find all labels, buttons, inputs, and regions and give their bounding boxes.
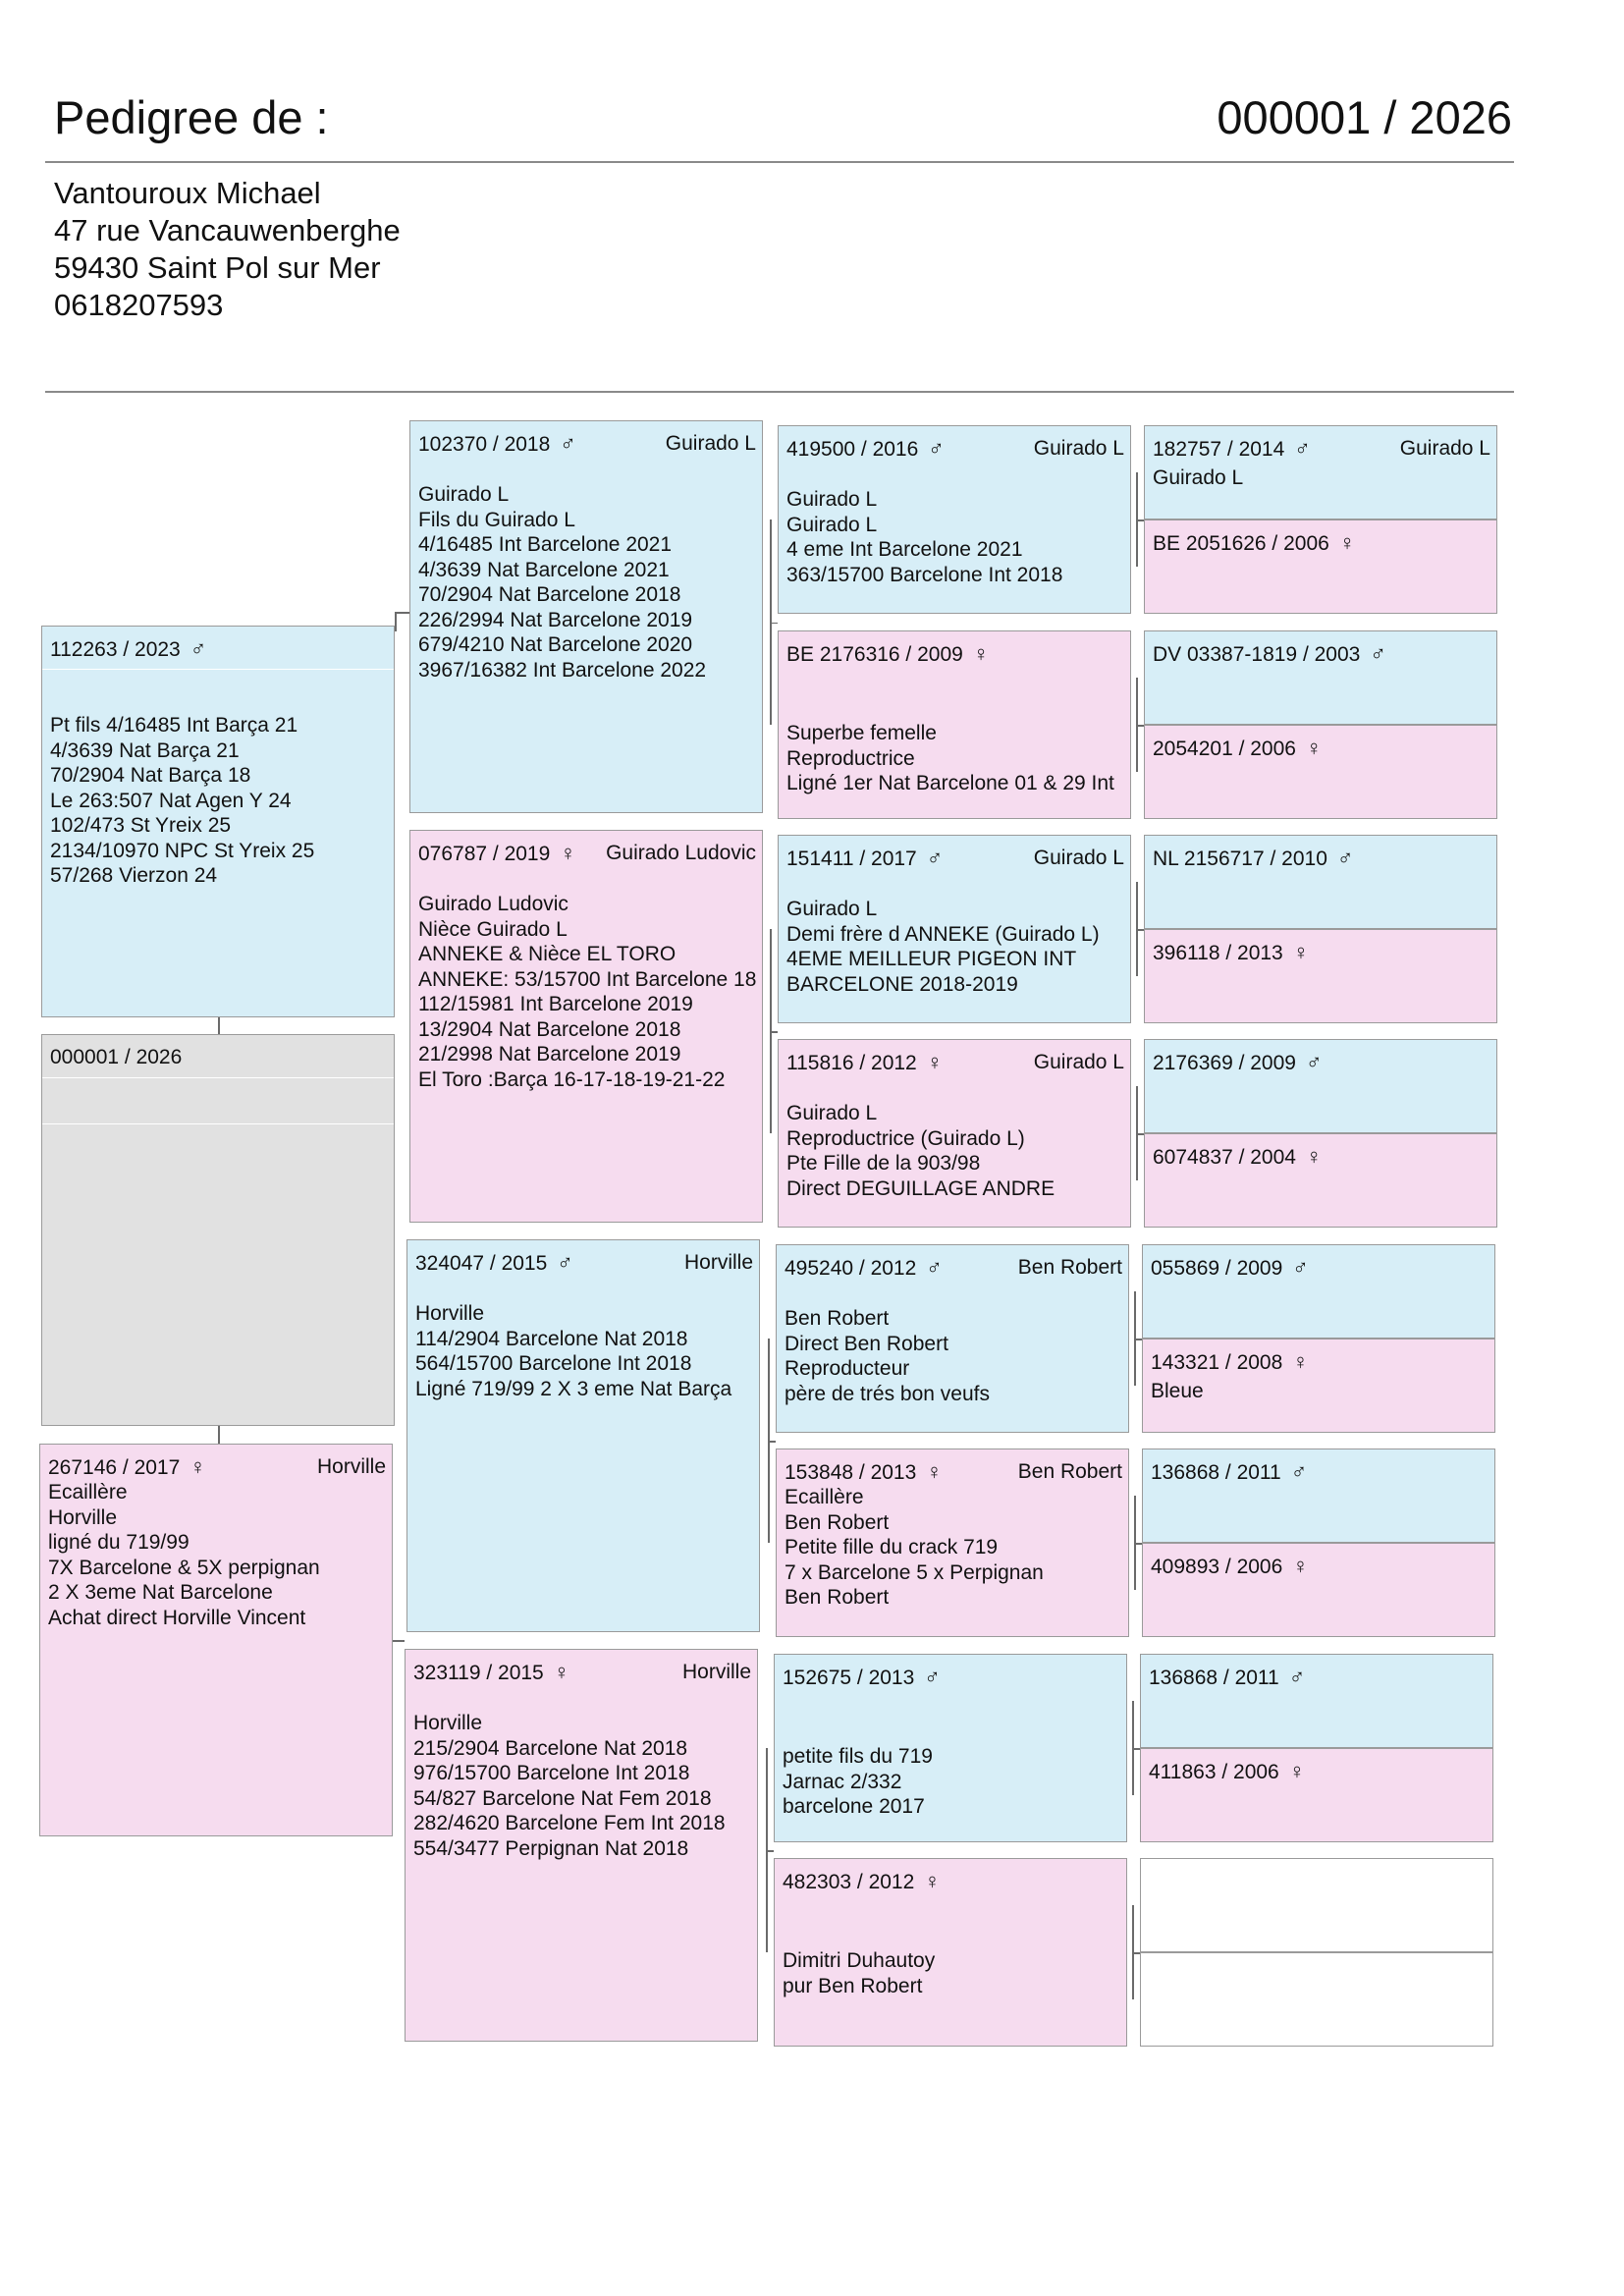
note-line: BARCELONE 2018-2019 [786, 972, 1018, 996]
connector-line [1136, 725, 1144, 727]
gen3-card-7-notes [783, 1744, 1122, 1820]
card-header [1151, 1457, 1489, 1487]
card-header [1149, 1961, 1487, 1991]
note-line: 4/3639 Nat Barcelone 2021 [418, 558, 670, 581]
sire-card[interactable] [41, 626, 395, 1017]
gen3-card-2-notes [786, 721, 1126, 796]
card-header [785, 1253, 1122, 1283]
card-header [1153, 528, 1490, 558]
female-symbol-icon: ♀ [926, 1050, 944, 1074]
gen2-card-4-notes [413, 1711, 753, 1861]
female-symbol-icon: ♀ [189, 1454, 206, 1479]
card-header [415, 1248, 753, 1278]
gen4-sire-card-3[interactable] [1144, 835, 1497, 929]
card-header [1149, 1867, 1487, 1896]
gen2-card-4-ring: 323119 / 2015 [413, 1662, 544, 1684]
card-header [1153, 434, 1490, 464]
gen4-dam-card-5-notes [1151, 1379, 1490, 1404]
owner-block [54, 175, 401, 324]
gen4-sire-card-7[interactable] [1140, 1654, 1493, 1748]
gen3-card-5-notes [785, 1306, 1124, 1406]
note-line: Pte Fille de la 903/98 [786, 1152, 981, 1175]
gen4-sire-card-4[interactable] [1144, 1039, 1497, 1133]
connector-line [770, 623, 778, 625]
note-line: 21/2998 Nat Barcelone 2019 [418, 1043, 681, 1066]
gen2-card-1-breeder: Guirado L [665, 432, 756, 455]
gen2-card-2-ring: 076787 / 2019 [418, 843, 551, 865]
connector-line [1132, 1748, 1140, 1750]
owner-street: 47 rue Vancauwenberghe [54, 213, 401, 247]
female-symbol-icon: ♀ [1305, 736, 1323, 760]
note-line: Horville [48, 1505, 118, 1529]
gen2-card-1-notes [418, 482, 758, 683]
connector-line [395, 612, 397, 631]
gen4-sire-card-8[interactable] [1140, 1858, 1493, 1952]
note-line: 226/2994 Nat Barcelone 2019 [418, 608, 693, 631]
gen4-dam-card-5[interactable] [1142, 1339, 1495, 1433]
female-symbol-icon: ♀ [1305, 1144, 1323, 1169]
gen4-dam-card-3[interactable] [1144, 929, 1497, 1023]
card-header [786, 434, 1124, 464]
gen3-card-6[interactable] [776, 1449, 1129, 1637]
note-line: 70/2904 Nat Barça 18 [50, 764, 251, 787]
note-line: 54/827 Barcelone Nat Fem 2018 [413, 1786, 712, 1810]
card-header [413, 1658, 751, 1687]
male-symbol-icon: ♂ [926, 1255, 943, 1280]
connector-line [1136, 1133, 1144, 1135]
male-symbol-icon: ♂ [1292, 1255, 1309, 1280]
connector-line [218, 1017, 220, 1034]
note-line: 7X Barcelone & 5X perpignan [48, 1556, 320, 1579]
note-line: 4/16485 Int Barcelone 2021 [418, 533, 673, 556]
gen3-card-3-ring: 151411 / 2017 [786, 847, 917, 870]
connector-line [1134, 1339, 1142, 1340]
note-line: 976/15700 Barcelone Int 2018 [413, 1762, 690, 1784]
note-line: Bleue [1151, 1380, 1204, 1402]
gen4-sire-card-1-notes [1153, 465, 1492, 491]
female-symbol-icon: ♀ [1292, 1554, 1309, 1578]
connector-line [1136, 519, 1144, 521]
gen3-card-7[interactable] [774, 1654, 1127, 1842]
gen4-dam-card-5-ring: 143321 / 2008 [1151, 1351, 1283, 1374]
gen3-card-5-ring: 495240 / 2012 [785, 1257, 917, 1280]
note-line: Horville [415, 1302, 485, 1325]
gen3-card-4-breeder: Guirado L [1033, 1051, 1124, 1073]
card-header [786, 844, 1124, 873]
card-header [1153, 1048, 1490, 1077]
note-line: ANNEKE: 53/15700 Int Barcelone 18 [418, 967, 757, 991]
gen4-sire-card-6[interactable] [1142, 1449, 1495, 1543]
gen2-card-3-notes [415, 1301, 755, 1401]
card-header [1149, 1663, 1487, 1692]
card-header [1153, 734, 1490, 763]
note-line: 215/2904 Barcelone Nat 2018 [413, 1736, 688, 1760]
connector-line [393, 1640, 405, 1642]
note-line: Pt fils 4/16485 Int Barça 21 [50, 714, 298, 737]
note-line: Direct Ben Robert [785, 1332, 948, 1355]
note-line: Guirado L [786, 898, 878, 920]
connector-line [1136, 929, 1144, 931]
note-line: 114/2904 Barcelone Nat 2018 [415, 1327, 688, 1350]
sire-notes [50, 713, 390, 889]
connector-line [770, 1031, 778, 1033]
gen4-dam-card-8[interactable] [1140, 1952, 1493, 2047]
note-line: barcelone 2017 [783, 1795, 925, 1818]
gen4-dam-card-6[interactable] [1142, 1543, 1495, 1637]
connector-line [395, 612, 409, 614]
note-line: Ben Robert [785, 1586, 890, 1609]
note-line: 3967/16382 Int Barcelone 2022 [418, 658, 707, 682]
card-header [1151, 1347, 1489, 1377]
subject-ring-number: 000001 / 2026 [1217, 91, 1512, 143]
gen4-dam-card-1[interactable] [1144, 519, 1497, 614]
gen2-card-2[interactable] [409, 830, 763, 1223]
gen4-sire-card-5-ring: 055869 / 2009 [1151, 1257, 1283, 1280]
gen3-card-4[interactable] [778, 1039, 1131, 1228]
gen4-sire-card-2-ring: DV 03387-1819 / 2003 [1153, 643, 1361, 666]
note-line: 4EME MEILLEUR PIGEON INT [786, 948, 1077, 970]
gen4-dam-card-7-ring: 411863 / 2006 [1149, 1761, 1279, 1783]
note-line: 282/4620 Barcelone Fem Int 2018 [413, 1812, 726, 1834]
note-line: 363/15700 Barcelone Int 2018 [786, 563, 1063, 586]
note-line: Ben Robert [785, 1510, 890, 1534]
gen3-card-2[interactable] [778, 630, 1131, 819]
gen3-card-7-ring: 152675 / 2013 [783, 1667, 915, 1689]
gen3-card-4-ring: 115816 / 2012 [786, 1052, 917, 1074]
connector-line [768, 1441, 776, 1443]
connector-line [218, 1426, 220, 1444]
connector-line [766, 1850, 774, 1852]
note-line: 2134/10970 NPC St Yreix 25 [50, 839, 315, 862]
note-line: 102/473 St Yreix 25 [50, 814, 232, 837]
gen2-card-1-ring: 102370 / 2018 [418, 433, 551, 456]
male-symbol-icon: ♂ [1336, 846, 1354, 870]
gen4-dam-card-2[interactable] [1144, 725, 1497, 819]
gen4-sire-card-1[interactable] [1144, 425, 1497, 519]
note-line: Ben Robert [785, 1307, 890, 1330]
card-header [1153, 938, 1490, 967]
note-line: Nièce Guirado L [418, 917, 568, 941]
note-line: Fils du Guirado L [418, 508, 575, 531]
gen3-card-3-breeder: Guirado L [1033, 847, 1124, 869]
note-line: Guirado L [418, 483, 510, 506]
note-line: Ligné 1er Nat Barcelone 01 & 29 Int [786, 772, 1114, 794]
note-line: Jarnac 2/332 [783, 1770, 902, 1793]
gen3-card-1[interactable] [778, 425, 1131, 614]
note-line: Le 263:507 Nat Agen Y 24 [50, 789, 292, 812]
male-symbol-icon: ♂ [1370, 641, 1386, 666]
card-header [1153, 844, 1490, 873]
note-line: ANNEKE & Nièce EL TORO [418, 943, 677, 965]
gen2-card-3-breeder: Horville [683, 1251, 753, 1274]
note-line: 13/2904 Nat Barcelone 2018 [418, 1017, 681, 1041]
note-line: Ecaillère [785, 1486, 864, 1508]
gen4-sire-card-1-breeder: Guirado L [1399, 437, 1490, 460]
gen2-card-3[interactable] [406, 1239, 760, 1632]
dam-notes [48, 1480, 388, 1630]
owner-city: 59430 Saint Pol sur Mer [54, 250, 381, 285]
gen3-card-1-ring: 419500 / 2016 [786, 438, 919, 461]
gen4-dam-card-2-ring: 2054201 / 2006 [1153, 738, 1296, 760]
note-line: 4/3639 Nat Barça 21 [50, 738, 240, 762]
gen4-dam-card-6-ring: 409893 / 2006 [1151, 1556, 1283, 1578]
card-header [1149, 1757, 1487, 1786]
note-line: 70/2904 Nat Barcelone 2018 [418, 583, 681, 606]
female-symbol-icon: ♀ [972, 641, 990, 666]
female-symbol-icon: ♀ [924, 1869, 941, 1893]
card-header [785, 1457, 1122, 1487]
male-symbol-icon: ♂ [1294, 436, 1311, 461]
gen4-sire-card-1-ring: 182757 / 2014 [1153, 438, 1285, 461]
owner-divider [45, 391, 1514, 393]
connector-line [1134, 1543, 1142, 1545]
gen3-card-1-notes [786, 487, 1126, 587]
female-symbol-icon: ♀ [560, 841, 576, 865]
male-symbol-icon: ♂ [928, 436, 945, 461]
gen3-card-8[interactable] [774, 1858, 1127, 2047]
gen2-card-2-notes [418, 892, 758, 1092]
male-symbol-icon: ♂ [1305, 1050, 1323, 1074]
note-line: 564/15700 Barcelone Int 2018 [415, 1352, 692, 1375]
gen2-card-4[interactable] [405, 1649, 758, 2042]
note-line: Ecaillère [48, 1481, 128, 1503]
note-line: Achat direct Horville Vincent [48, 1606, 306, 1629]
gen3-card-8-notes [783, 1948, 1122, 1998]
male-symbol-icon: ♂ [560, 431, 576, 456]
male-symbol-icon: ♂ [557, 1250, 573, 1275]
note-line: père de trés bon veufs [785, 1382, 990, 1405]
gen3-card-2-ring: BE 2176316 / 2009 [786, 643, 963, 666]
note-line: Reproductrice [786, 746, 915, 770]
card-header [783, 1663, 1120, 1692]
female-symbol-icon: ♀ [1292, 940, 1310, 964]
note-line: Petite fille du crack 719 [785, 1536, 999, 1558]
note-line: pur Ben Robert [783, 1974, 923, 1997]
note-line: Reproductrice (Guirado L) [786, 1126, 1025, 1150]
gen4-sire-card-7-ring: 136868 / 2011 [1149, 1667, 1279, 1689]
card-header [783, 1867, 1120, 1896]
note-line: 112/15981 Int Barcelone 2019 [418, 993, 693, 1015]
sire-ring: 112263 / 2023 [50, 638, 181, 661]
male-symbol-icon: ♂ [924, 1665, 941, 1689]
dam-breeder: Horville [316, 1455, 386, 1478]
gen2-card-2-breeder: Guirado Ludovic [606, 842, 756, 864]
gen4-dam-card-7[interactable] [1140, 1748, 1493, 1842]
card-header [1151, 1253, 1489, 1283]
note-line: Ligné 719/99 2 X 3 eme Nat Barça [415, 1377, 732, 1400]
note-line: 679/4210 Nat Barcelone 2020 [418, 633, 693, 656]
female-symbol-icon: ♀ [1288, 1759, 1306, 1783]
note-line: ligné du 719/99 [48, 1531, 189, 1554]
card-header [418, 839, 756, 868]
subject-ring: 000001 / 2026 [50, 1046, 183, 1068]
gen4-sire-card-5[interactable] [1142, 1244, 1495, 1339]
dam-ring: 267146 / 2017 [48, 1456, 181, 1479]
gen3-card-8-ring: 482303 / 2012 [783, 1871, 915, 1893]
gen4-sire-card-2[interactable] [1144, 630, 1497, 725]
note-line: 554/3477 Perpignan Nat 2018 [413, 1836, 689, 1860]
gen4-dam-card-1-ring: BE 2051626 / 2006 [1153, 532, 1329, 555]
gen4-sire-card-3-ring: NL 2156717 / 2010 [1153, 847, 1327, 870]
note-line: Guirado L [786, 513, 878, 536]
note-line: 57/268 Vierzon 24 [50, 864, 218, 887]
female-symbol-icon: ♀ [553, 1660, 570, 1684]
owner-name: Vantouroux Michael [54, 176, 321, 210]
gen3-card-6-notes [785, 1485, 1124, 1611]
gen2-card-1[interactable] [409, 420, 763, 813]
gen3-card-1-breeder: Guirado L [1033, 437, 1124, 460]
gen4-dam-card-4[interactable] [1144, 1133, 1497, 1228]
male-symbol-icon: ♂ [189, 636, 207, 661]
gen2-card-3-ring: 324047 / 2015 [415, 1252, 548, 1275]
gen3-card-3-notes [786, 897, 1126, 997]
note-line: El Toro :Barça 16-17-18-19-21-22 [418, 1067, 726, 1091]
female-symbol-icon: ♀ [1338, 530, 1356, 555]
note-line: 2 X 3eme Nat Barcelone [48, 1581, 273, 1604]
gen3-card-4-notes [786, 1101, 1126, 1201]
note-line: Dimitri Duhautoy [783, 1949, 936, 1972]
connector-line [1132, 1952, 1140, 1954]
note-line: Guirado L [786, 488, 878, 511]
gen3-card-6-breeder: Ben Robert [1017, 1460, 1122, 1483]
note-line: Horville [413, 1712, 483, 1734]
card-header [786, 639, 1124, 669]
gen4-dam-card-3-ring: 396118 / 2013 [1153, 942, 1283, 964]
note-line: Superbe femelle [786, 722, 937, 744]
gen3-card-5[interactable] [776, 1244, 1129, 1433]
gen3-card-6-ring: 153848 / 2013 [785, 1461, 917, 1484]
female-symbol-icon: ♀ [1292, 1349, 1309, 1374]
dam-card[interactable] [39, 1444, 393, 1836]
gen4-sire-card-6-ring: 136868 / 2011 [1151, 1461, 1281, 1484]
card-header [1151, 1552, 1489, 1581]
card-header [786, 1048, 1124, 1077]
note-line: Guirado Ludovic [418, 893, 568, 915]
note-line: 4 eme Int Barcelone 2021 [786, 538, 1023, 561]
note-line: Direct DEGUILLAGE ANDRE [786, 1176, 1056, 1200]
male-symbol-icon: ♂ [1290, 1459, 1308, 1484]
card-header [1153, 639, 1490, 669]
gen4-sire-card-4-ring: 2176369 / 2009 [1153, 1052, 1296, 1074]
note-line: Demi frère d ANNEKE (Guirado L) [786, 922, 1100, 946]
header-divider [45, 161, 1514, 163]
gen4-dam-card-4-ring: 6074837 / 2004 [1153, 1146, 1296, 1169]
owner-phone: 0618207593 [54, 288, 224, 322]
gen3-card-3[interactable] [778, 835, 1131, 1023]
note-line: Guirado L [1153, 466, 1244, 489]
male-symbol-icon: ♂ [1288, 1665, 1306, 1689]
page-title: Pedigree de : [54, 91, 329, 143]
male-symbol-icon: ♂ [926, 846, 944, 870]
note-line: Reproducteur [785, 1357, 910, 1380]
card-header [418, 429, 756, 459]
subject-card[interactable] [41, 1034, 395, 1426]
note-line: 7 x Barcelone 5 x Perpignan [785, 1560, 1044, 1584]
gen3-card-5-breeder: Ben Robert [1017, 1256, 1122, 1279]
note-line: Guirado L [786, 1102, 878, 1124]
note-line: petite fils du 719 [783, 1745, 933, 1768]
gen2-card-4-breeder: Horville [681, 1661, 751, 1683]
female-symbol-icon: ♀ [926, 1459, 943, 1484]
card-header [1153, 1142, 1490, 1172]
